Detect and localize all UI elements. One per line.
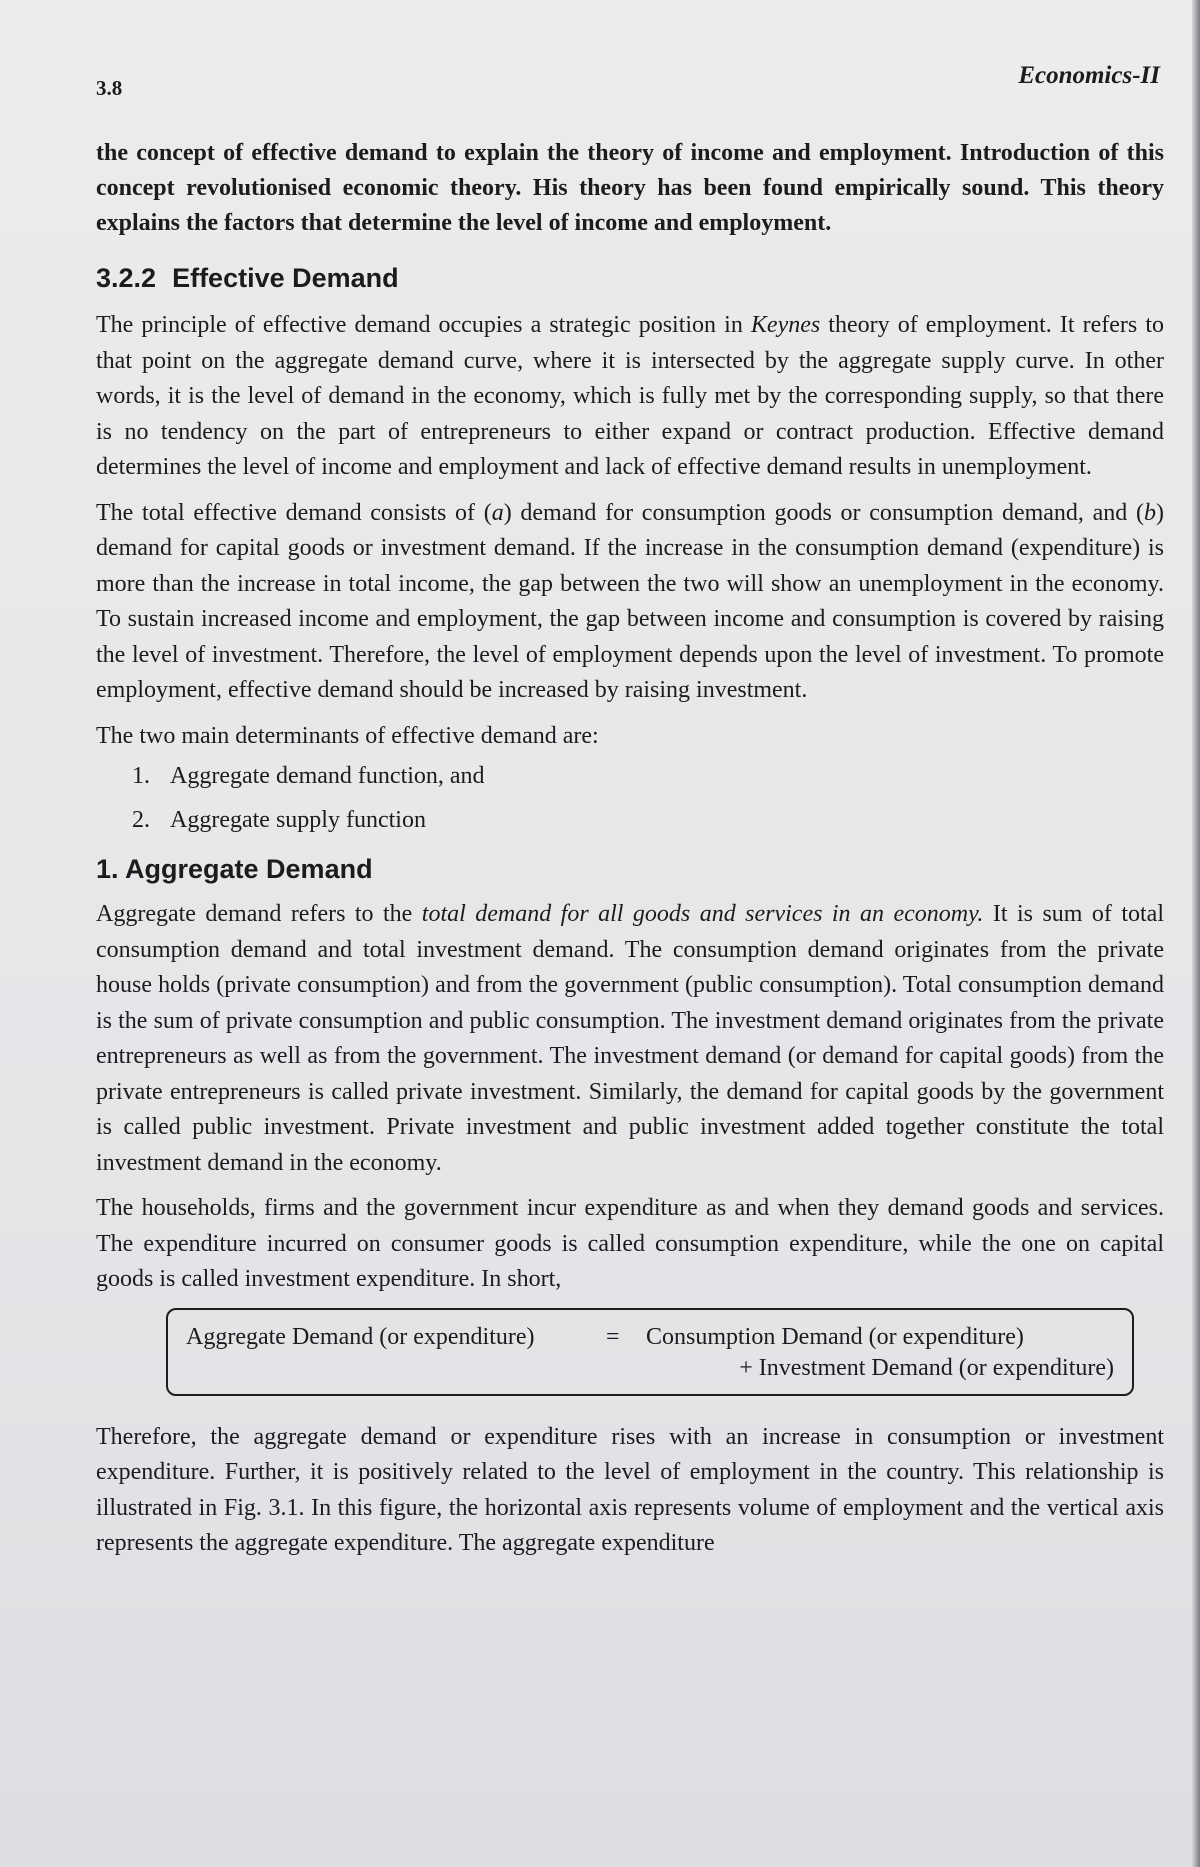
- list-item-number: 1.: [132, 763, 150, 789]
- paragraph-text: The principle of effective demand occupies a strategic position in: [96, 312, 751, 338]
- list-item: [132, 798, 1164, 842]
- determinants-intro: The two main determinants of effective demand are:: [96, 722, 599, 749]
- list-item: [132, 754, 1164, 798]
- aggregate-demand-paragraph-1: [96, 897, 1164, 1181]
- aggregate-demand-paragraph-3: Therefore, the aggregate demand or expenditure rises with an increase in consumption or investment expenditure. Further, it is positively related to the level of employment in the country. This relationship is illustrated in Fig. 3.1. In this figure, the horizontal axis represents volume of employment and the vertical axis represents the aggregate expenditure. The aggregate expenditure: [96, 1423, 1164, 1556]
- paragraph-text: ) demand for capital goods or investment demand. If the increase in the consumption demand (expenditure) is more than the increase in total income, the gap between the two will show an unemployment in the economy. To sustain increased income and employment, the gap between income and consumption is covered by raising the level of investment. Therefore, the level of employment depends upon the level of investment. To promote employment, effective demand should be increased by raising investment.: [96, 499, 1164, 703]
- list-item-text: Aggregate supply function: [170, 807, 426, 833]
- section-number: 3.2.2: [96, 263, 157, 293]
- list-item-number: 2.: [132, 807, 150, 833]
- formula-row: [186, 1324, 1114, 1351]
- aggregate-demand-paragraph-2: The households, firms and the government incur expenditure as and when they demand goods and services. The expenditure incurred on consumer goods is called consumption expenditure, while the one on capital goods is called investment expenditure. In short,: [96, 1195, 1164, 1292]
- paragraph-emphasis: Keynes: [750, 312, 821, 338]
- page-number: 3.8: [96, 76, 123, 100]
- section-title: Effective Demand: [172, 263, 399, 293]
- determinants-list: [132, 754, 1164, 842]
- paragraph-text: The total effective demand consists of (: [96, 499, 492, 526]
- aggregate-demand-heading: 1. Aggregate Demand: [96, 854, 373, 884]
- paragraph-text: theory of employment. It refers to that point on the aggregate demand curve, where it is intersected by the aggregate supply curve. In other words, it is the level of demand in the economy, which is fully met by the corresponding supply, so that there is no tendency on the part of entrepreneurs to either expand or contract production. Effective demand determines the level of income and employment and lack of effective demand results in unemployment.: [96, 312, 1164, 480]
- paragraph-text: Aggregate demand refers to the: [96, 901, 422, 927]
- paragraph-emphasis: b: [1144, 499, 1156, 526]
- formula-box: [166, 1308, 1134, 1396]
- page-edge-shadow: [1192, 0, 1200, 1867]
- effective-demand-paragraph-1: [96, 308, 1164, 486]
- list-item-text: Aggregate demand function, and: [170, 763, 485, 789]
- formula-rhs-2: + Investment Demand (or expenditure): [739, 1354, 1114, 1381]
- page-content: [96, 136, 1164, 1572]
- formula-equals: =: [606, 1323, 620, 1350]
- formula-lhs: Aggregate Demand (or expenditure): [186, 1323, 535, 1350]
- running-head: Economics-II: [1018, 62, 1160, 89]
- formula-rhs-1: Consumption Demand (or expenditure): [646, 1323, 1024, 1350]
- effective-demand-paragraph-2: [96, 496, 1164, 709]
- section-heading: [96, 263, 1164, 294]
- intro-paragraph: the concept of effective demand to explain the theory of income and employment. Introduction of this concept revolutionised economic theory. His theory has been found empirically sound. This theory explains the factors that determine the level of income and employment.: [96, 140, 1164, 236]
- paragraph-text: ) demand for consumption goods or consumption demand, and (: [503, 499, 1144, 526]
- paragraph-emphasis: total demand for all goods and services in an economy.: [421, 901, 984, 927]
- paragraph-text: It is sum of total consumption demand and total investment demand. The consumption demand originates from the private house holds (private consumption) and from the government (public consumption). Total consumption demand is the sum of private consumption and public consumption. The investment demand originates from the private entrepreneurs as well as from the government. The investment demand (or demand for capital goods) from the private entrepreneurs is called private investment. Similarly, the demand for capital goods by the government is called public investment. Private investment and public investment added together constitute the total investment demand in the economy.: [96, 901, 1165, 1176]
- paragraph-emphasis: a: [491, 499, 504, 526]
